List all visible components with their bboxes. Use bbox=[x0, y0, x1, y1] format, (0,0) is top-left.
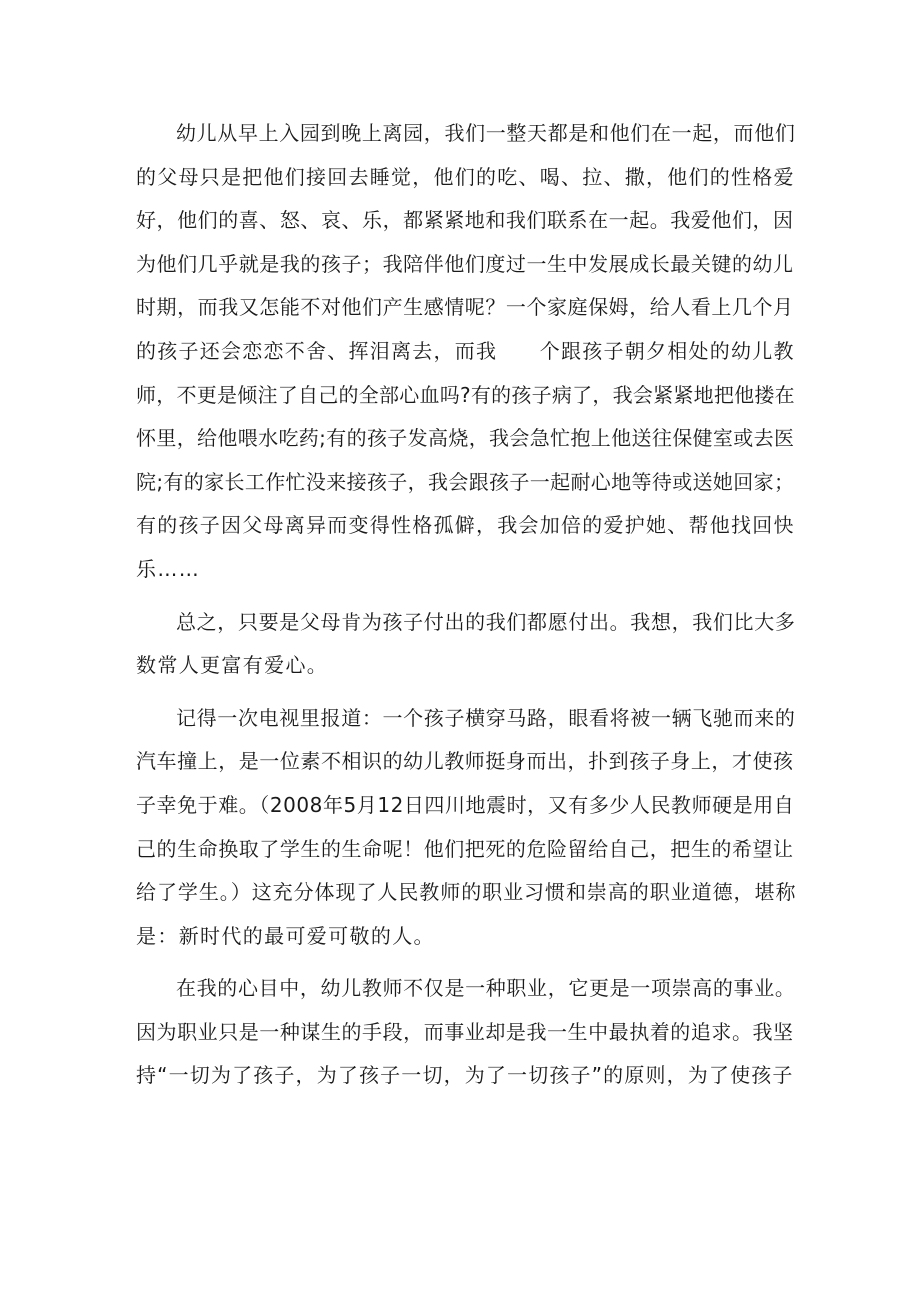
text-line: 怀里，给他喂水吃药;有的孩子发高烧，我会急忙抱上他送往保健室或去医 bbox=[136, 426, 795, 451]
paragraph-3 bbox=[136, 697, 796, 959]
text-line: 数常人更富有爱心。 bbox=[136, 653, 329, 678]
paragraph-gap bbox=[136, 592, 796, 601]
text-line: 是：新时代的最可爱可敬的人。 bbox=[136, 923, 435, 948]
text-line: 师，不更是倾注了自己的全部心血吗?有的孩子病了，我会紧紧地把他搂在 bbox=[136, 382, 795, 407]
text-line: 总之，只要是父母肯为孩子付出的我们都愿付出。我想，我们比大多 bbox=[176, 609, 796, 634]
text-line: 在我的心目中，幼儿教师不仅是一种职业，它更是一项崇高的事业。 bbox=[176, 976, 796, 1001]
text-line: 己的生命换取了学生的生命呢！他们把死的危险留给自己，把生的希望让 bbox=[136, 836, 794, 861]
text-line: 子幸免于难。（2008年5月12日四川地震时，又有多少人民教师硬是用自 bbox=[136, 792, 795, 817]
text-line: 乐…… bbox=[136, 556, 201, 581]
text-line: 幼儿从早上入园到晚上离园，我们一整天都是和他们在一起，而他们 bbox=[176, 121, 796, 145]
text-line: 好，他们的喜、怒、哀、乐，都紧紧地和我们联系在一起。我爱他们，因 bbox=[136, 208, 794, 233]
text-line: 时期，而我又怎能不对他们产生感情呢？一个家庭保姆，给人看上几个月 bbox=[136, 295, 794, 320]
text-line: 院;有的家长工作忙没来接孩子，我会跟孩子一起耐心地等待或送她回家； bbox=[136, 469, 795, 494]
paragraph-4 bbox=[136, 967, 796, 1098]
text-line: 汽车撞上，是一位素不相识的幼儿教师挺身而出，扑到孩子身上，才使孩 bbox=[136, 749, 794, 774]
paragraph-1 bbox=[136, 112, 796, 592]
document-body bbox=[136, 112, 796, 1098]
text-line: 记得一次电视里报道：一个孩子横穿马路，眼看将被一辆飞驰而来的 bbox=[176, 705, 796, 730]
text-line: 的父母只是把他们接回去睡觉，他们的吃、喝、拉、撒，他们的性格爱 bbox=[136, 164, 795, 189]
paragraph-2 bbox=[136, 601, 796, 688]
text-line: 的孩子还会恋恋不舍、挥泪离去，而我 个跟孩子朝夕相处的幼儿教 bbox=[136, 338, 795, 363]
paragraph-gap bbox=[136, 688, 796, 697]
text-line: 持“一切为了孩子，为了孩子一切，为了一切孩子”的原则，为了使孩子 bbox=[136, 1063, 794, 1088]
paragraph-gap bbox=[136, 958, 796, 967]
text-line: 给了学生。）这充分体现了人民教师的职业习惯和崇高的职业道德，堪称 bbox=[136, 880, 797, 905]
text-line: 有的孩子因父母离异而变得性格孤僻，我会加倍的爱护她、帮他找回快 bbox=[136, 513, 795, 538]
text-line: 为他们几乎就是我的孩子；我陪伴他们度过一生中发展成长最关键的幼儿 bbox=[136, 251, 794, 276]
text-line: 因为职业只是一种谋生的手段，而事业却是我一生中最执着的追求。我坚 bbox=[136, 1019, 794, 1044]
